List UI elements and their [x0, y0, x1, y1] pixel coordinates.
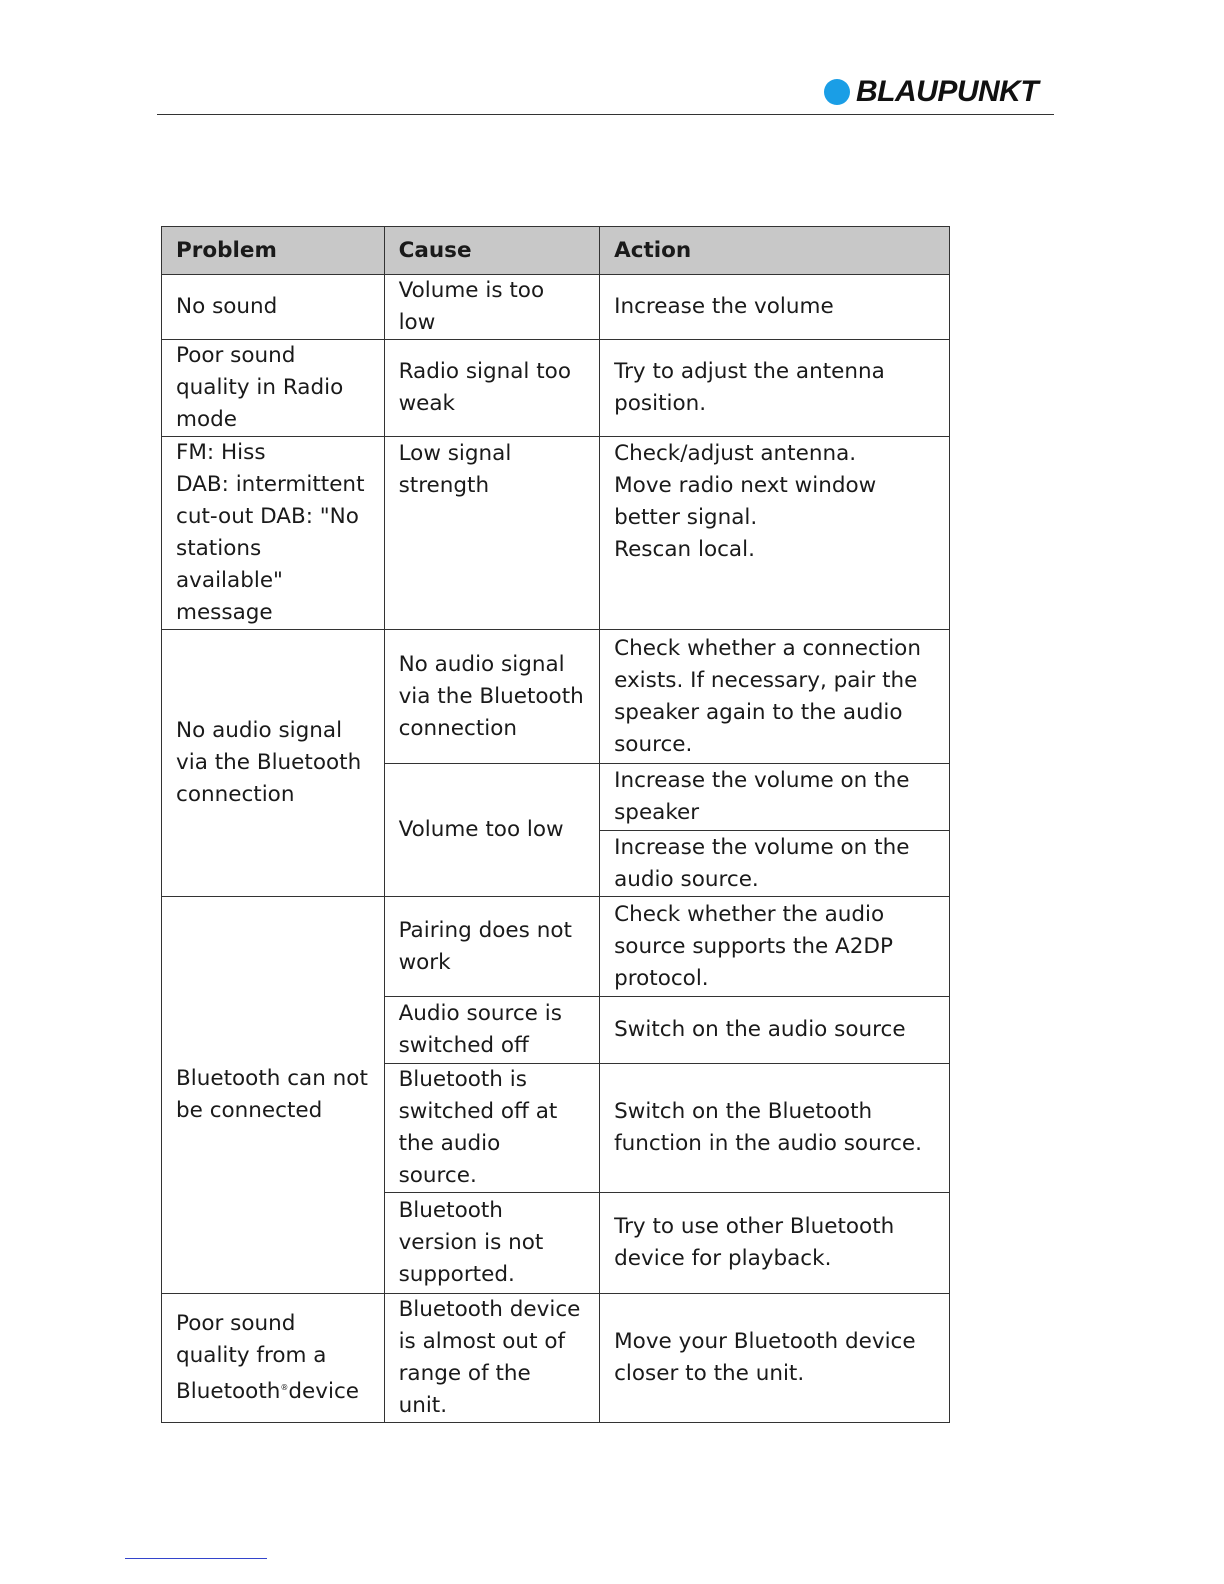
- cause-cell: No audio signal via the Bluetooth connection: [384, 630, 600, 764]
- cause-cell: Bluetooth device is almost out of range of the unit.: [384, 1294, 600, 1423]
- table-row: [162, 275, 950, 340]
- header-action: Action: [600, 227, 950, 275]
- cause-cell: Low signal strength: [384, 437, 600, 630]
- cause-cell: Pairing does not work: [384, 897, 600, 997]
- brand-name: BLAUPUNKT: [856, 75, 1039, 108]
- table-row: [162, 1294, 950, 1423]
- problem-text: Poor sound quality from a Bluetooth: [176, 1310, 327, 1405]
- cause-cell: Volume too low: [384, 764, 600, 897]
- troubleshooting-table: [161, 226, 950, 1423]
- action-cell: Move your Bluetooth device closer to the unit.: [600, 1294, 950, 1423]
- action-cell: Try to adjust the antenna position.: [600, 340, 950, 437]
- table-row: [162, 897, 950, 997]
- cause-cell: Bluetooth version is not supported.: [384, 1193, 600, 1294]
- action-cell: Switch on the audio source: [600, 997, 950, 1064]
- footer-link-underline: [125, 1558, 267, 1559]
- problem-cell: Bluetooth can not be connected: [162, 897, 385, 1294]
- problem-text-end: device: [288, 1379, 359, 1405]
- action-cell: Check whether the audio source supports the A2DP protocol.: [600, 897, 950, 997]
- problem-line: DAB: intermittent cut-out DAB: "No stations available" message: [176, 472, 365, 625]
- header-problem: Problem: [162, 227, 385, 275]
- problem-cell: No sound: [162, 275, 385, 340]
- cause-cell: Radio signal too weak: [384, 340, 600, 437]
- problem-cell: No audio signal via the Bluetooth connection: [162, 630, 385, 897]
- brand-logo: [824, 76, 1038, 108]
- action-cell: Increase the volume on the speaker: [600, 764, 950, 831]
- table-row: [162, 340, 950, 437]
- action-cell: Try to use other Bluetooth device for playback.: [600, 1193, 950, 1294]
- logo-dot-icon: [824, 79, 850, 105]
- table-row: [162, 630, 950, 764]
- action-cell: Increase the volume on the audio source.: [600, 831, 950, 897]
- problem-line: FM: Hiss: [176, 440, 266, 465]
- header-cause: Cause: [384, 227, 600, 275]
- cause-cell: Audio source is switched off: [384, 997, 600, 1064]
- table-header-row: [162, 227, 950, 275]
- header-rule: [157, 114, 1054, 115]
- action-cell: [600, 437, 950, 630]
- action-line: Rescan local.: [614, 537, 755, 562]
- problem-cell: [162, 1294, 385, 1423]
- problem-cell: Poor sound quality in Radio mode: [162, 340, 385, 437]
- action-cell: Check whether a connection exists. If necessary, pair the speaker again to the audio source.: [600, 630, 950, 764]
- action-cell: Switch on the Bluetooth function in the audio source.: [600, 1064, 950, 1193]
- table-row: [162, 437, 950, 630]
- action-line: Check/adjust antenna.: [614, 441, 857, 466]
- problem-cell: [162, 437, 385, 630]
- cause-cell: Volume is too low: [384, 275, 600, 340]
- cause-cell: Bluetooth is switched off at the audio source.: [384, 1064, 600, 1193]
- action-cell: Increase the volume: [600, 275, 950, 340]
- action-line: Move radio next window better signal.: [614, 473, 877, 530]
- registered-mark: ®: [280, 1382, 289, 1392]
